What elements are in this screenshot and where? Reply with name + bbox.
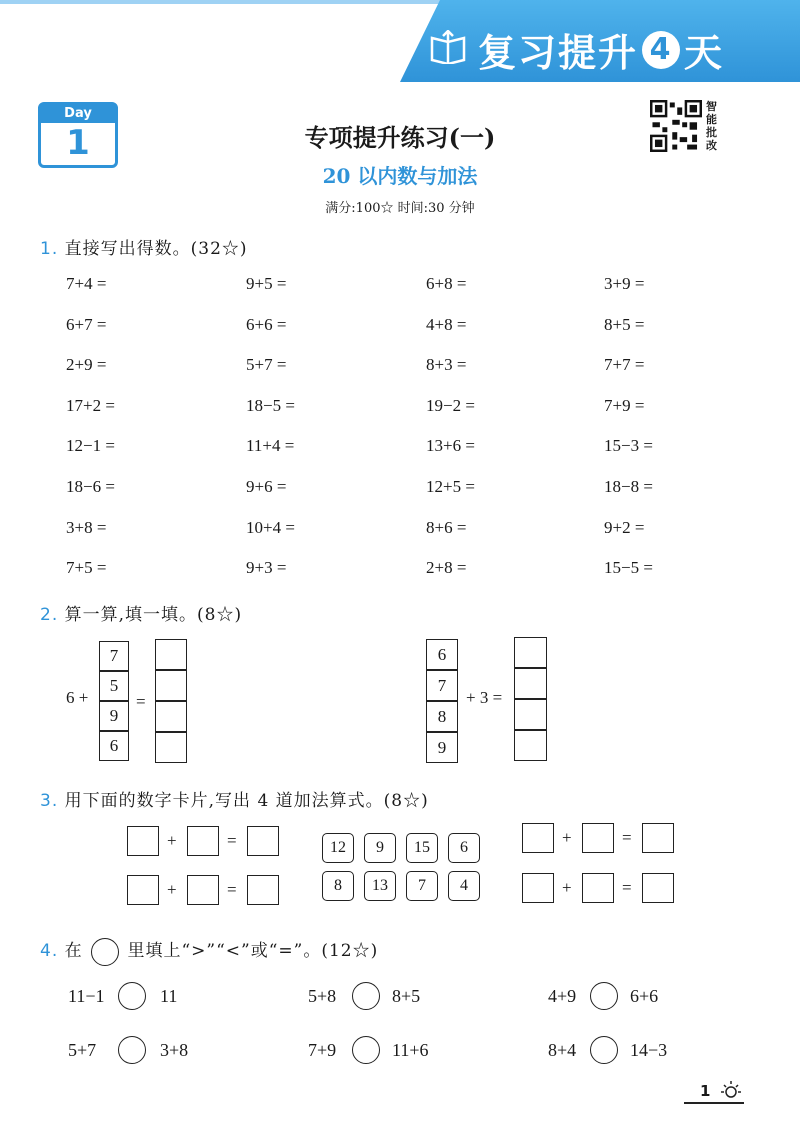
s2-left-number-cell: 6 bbox=[99, 731, 129, 761]
comparison-circle-blank[interactable] bbox=[118, 982, 146, 1010]
banner-day-number: 4 bbox=[642, 31, 680, 69]
equals-sign: = bbox=[227, 880, 237, 899]
comparison-right: 14−3 bbox=[630, 1040, 668, 1060]
arithmetic-problem: 12−1 = bbox=[66, 436, 115, 456]
arithmetic-problem: 8+3 = bbox=[426, 355, 467, 375]
arithmetic-problem: 13+6 = bbox=[426, 436, 475, 456]
section-3-number: 3. bbox=[40, 791, 59, 811]
arithmetic-problem: 15−3 = bbox=[604, 436, 653, 456]
comparison-right: 3+8 bbox=[160, 1040, 189, 1060]
s2-right-number-cell: 9 bbox=[426, 732, 458, 763]
s2-left-number-cell: 7 bbox=[99, 641, 129, 671]
s2-right-answer-box[interactable] bbox=[514, 730, 547, 761]
equation-blank-box[interactable] bbox=[642, 873, 674, 903]
arithmetic-problem: 9+6 = bbox=[246, 477, 287, 496]
arithmetic-problem: 9+3 = bbox=[246, 558, 287, 578]
equation-blank-box[interactable] bbox=[522, 873, 554, 903]
equals-sign: = bbox=[622, 828, 632, 847]
equation-blank-box[interactable] bbox=[187, 875, 219, 905]
book-icon bbox=[428, 30, 468, 64]
comparison-left: 11−1 bbox=[68, 986, 105, 1006]
comparison-circle-blank[interactable] bbox=[352, 1036, 380, 1064]
arithmetic-problem: 2+9 = bbox=[66, 355, 107, 375]
page-subtitle: 20 以内数与加法 bbox=[322, 164, 478, 188]
s2-left-equals: = bbox=[136, 692, 146, 711]
equation-blank-box[interactable] bbox=[522, 823, 554, 853]
section-4-title bbox=[40, 936, 378, 966]
arithmetic-problem: 9+5 = bbox=[246, 274, 287, 293]
section-4-text-pre: 在 bbox=[64, 941, 83, 961]
arithmetic-problem: 11+4 = bbox=[246, 436, 295, 456]
section-1-text: 直接写出得数。(32☆) bbox=[64, 239, 248, 259]
section-1-title bbox=[40, 234, 248, 259]
arithmetic-problem: 7+5 = bbox=[66, 558, 107, 578]
comparison-circle-blank[interactable] bbox=[118, 1036, 146, 1064]
s2-right-answer-box[interactable] bbox=[514, 668, 547, 699]
s2-left-answer-box[interactable] bbox=[155, 701, 187, 732]
s2-right-answer-box[interactable] bbox=[514, 637, 547, 668]
banner-title bbox=[478, 22, 724, 77]
arithmetic-problem: 15−5 = bbox=[604, 558, 653, 578]
arithmetic-problem: 18−5 = bbox=[246, 395, 295, 415]
s2-right-number-cell: 7 bbox=[426, 670, 458, 701]
s2-left-answer-box[interactable] bbox=[155, 732, 187, 763]
plus-sign: + bbox=[167, 831, 177, 850]
qr-code-icon[interactable] bbox=[650, 100, 702, 152]
arithmetic-problem: 9+2 = bbox=[604, 517, 645, 537]
arithmetic-problem: 6+7 = bbox=[66, 314, 107, 334]
comparison-circle-blank[interactable] bbox=[352, 982, 380, 1010]
arithmetic-problem: 2+8 = bbox=[426, 558, 467, 578]
plus-sign: + bbox=[562, 878, 572, 897]
circle-blank-icon bbox=[91, 938, 119, 966]
comparison-left: 5+8 bbox=[308, 986, 337, 1006]
equation-blank-box[interactable] bbox=[187, 826, 219, 856]
section-4-number: 4. bbox=[40, 941, 59, 961]
number-card: 13 bbox=[364, 871, 396, 901]
s2-right-operator: + 3 = bbox=[466, 688, 503, 707]
s2-right-answer-box[interactable] bbox=[514, 699, 547, 730]
comparison-circle-blank[interactable] bbox=[590, 982, 618, 1010]
arithmetic-problem: 19−2 = bbox=[426, 395, 475, 415]
arithmetic-problem: 10+4 = bbox=[246, 517, 295, 537]
arithmetic-problem: 3+8 = bbox=[66, 517, 107, 537]
section-2-text: 算一算,填一填。(8☆) bbox=[64, 605, 243, 625]
comparison-right: 6+6 bbox=[630, 986, 659, 1006]
comparison-left: 5+7 bbox=[68, 1040, 97, 1060]
arithmetic-problem: 12+5 = bbox=[426, 477, 475, 496]
s2-left-number-cell: 5 bbox=[99, 671, 129, 701]
s2-right-number-cell: 6 bbox=[426, 639, 458, 670]
equation-blank-box[interactable] bbox=[127, 826, 159, 856]
day-label: Day bbox=[41, 105, 115, 123]
score-time-info: 满分:100☆ 时间:30 分钟 bbox=[325, 201, 475, 216]
number-card: 12 bbox=[322, 833, 354, 863]
arithmetic-problem: 8+5 = bbox=[604, 314, 645, 334]
number-card: 4 bbox=[448, 871, 480, 901]
number-card: 8 bbox=[322, 871, 354, 901]
section-3-title bbox=[40, 786, 429, 811]
number-card: 9 bbox=[364, 833, 396, 863]
section-4-text-post: 里填上“>”“<”或“=”。(12☆) bbox=[127, 941, 379, 961]
arithmetic-problem: 7+9 = bbox=[604, 395, 645, 415]
comparison-circle-blank[interactable] bbox=[590, 1036, 618, 1064]
equation-blank-box[interactable] bbox=[582, 823, 614, 853]
banner-title-pre: 复习提升 bbox=[478, 31, 639, 75]
arithmetic-problem: 18−8 = bbox=[604, 477, 653, 496]
sun-icon bbox=[718, 1080, 744, 1102]
number-card: 15 bbox=[406, 833, 438, 863]
equation-blank-box[interactable] bbox=[642, 823, 674, 853]
s2-right-number-cell: 8 bbox=[426, 701, 458, 732]
s2-left-answer-box[interactable] bbox=[155, 670, 187, 701]
comparison-left: 7+9 bbox=[308, 1040, 337, 1060]
equation-blank-box[interactable] bbox=[127, 875, 159, 905]
comparison-left: 4+9 bbox=[548, 986, 577, 1006]
arithmetic-problem: 7+4 = bbox=[66, 274, 107, 293]
equation-blank-box[interactable] bbox=[247, 875, 279, 905]
arithmetic-problem: 17+2 = bbox=[66, 395, 115, 415]
equals-sign: = bbox=[227, 831, 237, 850]
equals-sign: = bbox=[622, 878, 632, 897]
equation-blank-box[interactable] bbox=[247, 826, 279, 856]
s2-left-number-cell: 9 bbox=[99, 701, 129, 731]
section-2-title bbox=[40, 600, 242, 625]
footer-line bbox=[684, 1102, 744, 1104]
s2-left-answer-box[interactable] bbox=[155, 639, 187, 670]
page-number: 1 bbox=[700, 1082, 711, 1100]
arithmetic-problem: 7+7 = bbox=[604, 355, 645, 375]
plus-sign: + bbox=[562, 828, 572, 847]
comparison-right: 8+5 bbox=[392, 986, 421, 1006]
number-card: 7 bbox=[406, 871, 438, 901]
comparison-right: 11+6 bbox=[392, 1040, 429, 1060]
comparison-right: 11 bbox=[160, 986, 178, 1006]
arithmetic-problem: 6+8 = bbox=[426, 274, 467, 293]
s2-left-addend: 6 + bbox=[66, 688, 89, 707]
banner-title-post: 天 bbox=[684, 31, 725, 75]
number-card: 6 bbox=[448, 833, 480, 863]
section-3-text: 用下面的数字卡片,写出 4 道加法算式。(8☆) bbox=[64, 791, 429, 811]
page-title: 专项提升练习(一) bbox=[304, 123, 496, 152]
smart-grading-label: 智能批改 bbox=[706, 100, 717, 152]
comparison-left: 8+4 bbox=[548, 1040, 577, 1060]
section-2-number: 2. bbox=[40, 605, 59, 625]
arithmetic-problem: 6+6 = bbox=[246, 314, 287, 334]
day-number: 1 bbox=[66, 123, 90, 163]
arithmetic-problem: 5+7 = bbox=[246, 355, 287, 375]
plus-sign: + bbox=[167, 880, 177, 899]
arithmetic-problem: 3+9 = bbox=[604, 274, 645, 293]
arithmetic-problem: 18−6 = bbox=[66, 477, 115, 496]
section-1-number: 1. bbox=[40, 239, 59, 259]
equation-blank-box[interactable] bbox=[582, 873, 614, 903]
arithmetic-problem: 4+8 = bbox=[426, 314, 467, 334]
arithmetic-problem: 8+6 = bbox=[426, 517, 467, 537]
